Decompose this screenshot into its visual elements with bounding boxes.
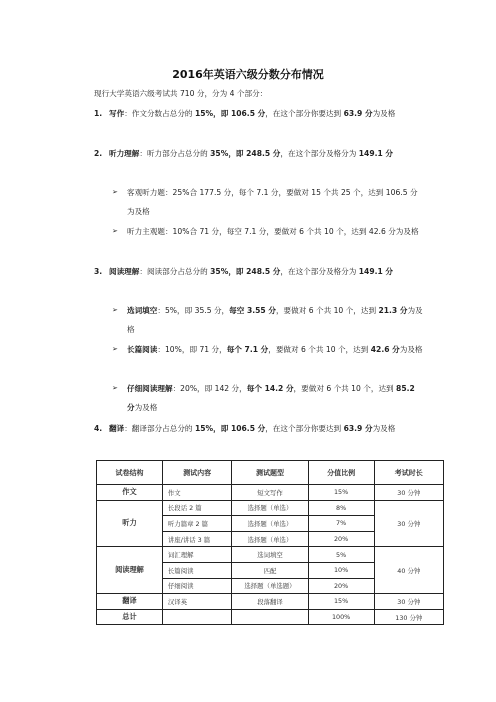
score-table bbox=[96, 460, 444, 625]
table-cell: 词汇理解 bbox=[162, 547, 231, 563]
arrow-bullet-icon: ➢ bbox=[112, 384, 118, 392]
table-cell: 汉译英 bbox=[162, 594, 231, 610]
arrow-bullet-icon: ➢ bbox=[112, 306, 118, 314]
table-cell: 8% bbox=[308, 500, 374, 516]
table-cell: 仔细阅读 bbox=[162, 578, 231, 594]
table-header-row bbox=[97, 461, 444, 485]
reading-cloze: ➢ 选词填空：5%，即 35.5 分，每空 3.55 分，要做对 6 个共 10 个，达到 21.3 分为及格 bbox=[112, 301, 424, 339]
table-cell: 30 分钟 bbox=[374, 500, 443, 547]
table-cell: 5% bbox=[308, 547, 374, 563]
table-cell: 7% bbox=[308, 516, 374, 532]
section-translation bbox=[94, 419, 424, 438]
table-header: 分值比例 bbox=[308, 461, 374, 485]
table-header: 考试时长 bbox=[374, 461, 443, 485]
section-reading bbox=[94, 262, 424, 281]
arrow-bullet-icon: ➢ bbox=[112, 188, 118, 196]
table-row bbox=[97, 609, 444, 625]
table-cell: 段落翻译 bbox=[232, 594, 308, 610]
table-cell: 选词填空 bbox=[232, 547, 308, 563]
table-cell: 选择题（单选） bbox=[232, 500, 308, 516]
page-title: 2016年英语六级分数分布情况 bbox=[172, 68, 324, 81]
table-cell: 选择题（单选） bbox=[232, 531, 308, 547]
table-header: 测试内容 bbox=[162, 461, 231, 485]
listening-paragraph: 听力理解：听力部分占总分的 35%，即 248.5 分，在这个部分及格分为 149.1 分 bbox=[109, 149, 394, 158]
table-cell: 选择题（单选） bbox=[232, 516, 308, 532]
table-cell: 30 分钟 bbox=[374, 594, 443, 610]
table-cell: 作文 bbox=[162, 485, 231, 501]
table-cell: 选择题（单选题） bbox=[232, 578, 308, 594]
table-cell: 匹配 bbox=[232, 562, 308, 578]
table-cell bbox=[162, 609, 231, 625]
table-cell: 翻译 bbox=[97, 594, 163, 610]
arrow-bullet-icon: ➢ bbox=[112, 227, 118, 235]
item-number: 2. bbox=[94, 149, 103, 158]
table-cell: 短文写作 bbox=[232, 485, 308, 501]
table-cell: 听力 bbox=[97, 500, 163, 547]
table-cell: 长段话 2 篇 bbox=[162, 500, 231, 516]
table-header: 试卷结构 bbox=[97, 461, 163, 485]
item-number: 1. bbox=[94, 109, 103, 118]
table-row bbox=[97, 500, 444, 516]
translation-paragraph: 翻译：翻译部分占总分的 15%，即 106.5 分，在这个部分你要达到 63.9 分为及格 bbox=[109, 424, 396, 433]
listening-subjective: ➢ 听力主观题：10%合 71 分，每空 7.1 分，要做对 6 个共 10 个，达到 42.6 分为及格 bbox=[112, 222, 424, 241]
table-header: 测试题型 bbox=[232, 461, 308, 485]
section-writing bbox=[94, 104, 424, 123]
reading-paragraph: 阅读理解：阅读部分占总分的 35%，即 248.5 分，在这个部分及格分为 149.1 分 bbox=[109, 267, 394, 276]
table-cell: 30 分钟 bbox=[374, 485, 443, 501]
intro-text: 现行大学英语六级考试共 710 分，分为 4 个部分： bbox=[94, 89, 268, 98]
writing-paragraph: 写作：作文分数占总分的 15%，即 106.5 分，在这个部分你要达到 63.9 分为及格 bbox=[109, 109, 396, 118]
table-cell: 15% bbox=[308, 594, 374, 610]
reading-careful: ➢ 仔细阅读理解：20%，即 142 分，每个 14.2 分，要做对 6 个共 10 个，达到 85.2 分为及格 bbox=[112, 379, 424, 417]
table-row bbox=[97, 547, 444, 563]
table-cell: 阅读理解 bbox=[97, 547, 163, 594]
table-row bbox=[97, 485, 444, 501]
table-cell: 40 分钟 bbox=[374, 547, 443, 594]
table-cell: 15% bbox=[308, 485, 374, 501]
table-cell: 20% bbox=[308, 531, 374, 547]
table-cell: 讲座/讲话 3 篇 bbox=[162, 531, 231, 547]
table-cell bbox=[232, 609, 308, 625]
item-number: 4. bbox=[94, 424, 103, 433]
item-number: 3. bbox=[94, 267, 103, 276]
section-listening bbox=[94, 144, 424, 163]
reading-long: ➢ 长篇阅读：10%，即 71 分，每个 7.1 分，要做对 6 个共 10 个，达到 42.6 分为及格 bbox=[112, 340, 424, 359]
table-cell: 听力篇章 2 篇 bbox=[162, 516, 231, 532]
table-row bbox=[97, 594, 444, 610]
table-cell: 长篇阅读 bbox=[162, 562, 231, 578]
table-cell: 100% bbox=[308, 609, 374, 625]
table-cell: 20% bbox=[308, 578, 374, 594]
arrow-bullet-icon: ➢ bbox=[112, 345, 118, 353]
table-cell: 10% bbox=[308, 562, 374, 578]
table-cell: 130 分钟 bbox=[374, 609, 443, 625]
table-cell: 总计 bbox=[97, 609, 163, 625]
table-cell: 作文 bbox=[97, 485, 163, 501]
listening-objective: ➢ 客观听力题：25%合 177.5 分，每个 7.1 分，要做对 15 个共 25 个，达到 106.5 分为及格 bbox=[112, 183, 424, 221]
